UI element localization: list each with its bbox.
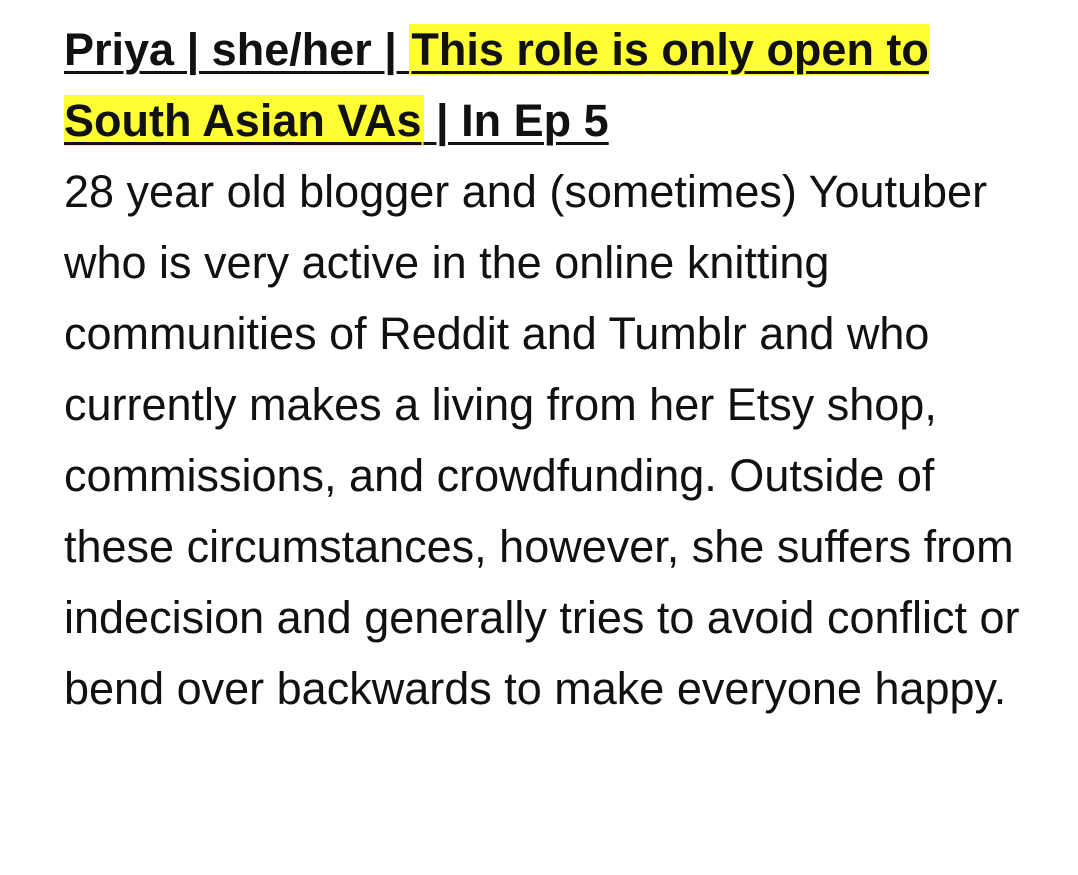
document-body bbox=[64, 14, 1054, 724]
episode-note: | In Ep 5 bbox=[423, 95, 609, 146]
character-name-pronouns: Priya | she/her | bbox=[64, 24, 410, 75]
character-description: 28 year old blogger and (sometimes) Youtuber who is very active in the online knitting communities of Reddit and Tumblr and who currently makes a living from her Etsy shop, commissions, and crowdfunding. Outside of these circumstances, however, she suffers from indecision and generally tries to avoid conflict or bend over backwards to make everyone happy. bbox=[64, 166, 1020, 714]
casting-restriction-highlight: This role is only open to South Asian VAs bbox=[64, 24, 929, 146]
character-heading bbox=[64, 14, 1054, 156]
